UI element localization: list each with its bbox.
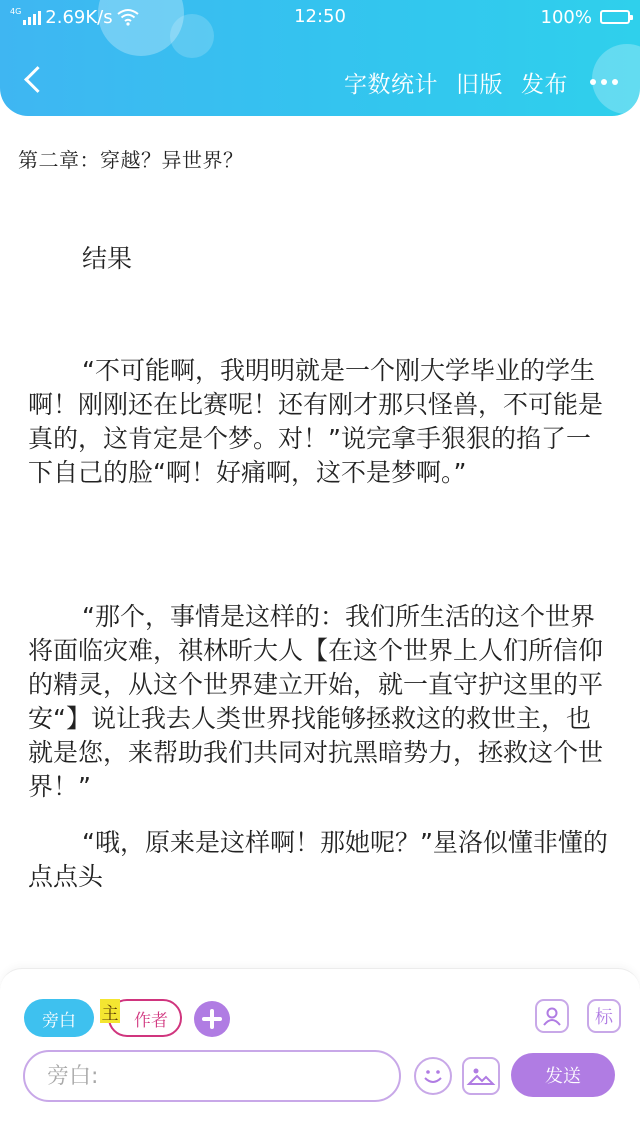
story-paragraph: “不可能啊，我明明就是一个刚大学毕业的学生啊！刚刚还在比赛呢！还有刚才那只怪兽，不可能是真的，这肯定是个梦。对！”说完拿手狠狠的掐了一下自己的脸“啊！好痛啊，这不是梦啊。” [28,356,604,487]
profile-card-button[interactable] [535,999,569,1033]
add-role-button[interactable] [194,1001,230,1037]
status-time: 12:50 [294,6,346,27]
image-icon [464,1059,498,1093]
story-paragraph: 结果 [82,244,133,273]
network-type: 4G [10,6,22,16]
status-right [541,6,630,28]
narrator-role-chip[interactable]: 旁白 [24,999,94,1037]
publish-button[interactable]: 发布 [521,71,568,98]
battery-percent: 100% [540,6,592,28]
author-role-chip[interactable]: 作者 [108,999,182,1037]
story-paragraph: “哦，原来是这样啊！那她呢？”星洛似懂非懂的点点头 [28,828,608,891]
composer-panel [0,968,640,1139]
battery-icon [600,10,630,24]
image-button[interactable] [462,1057,500,1095]
header-actions [344,64,622,100]
old-version-button[interactable]: 旧版 [456,71,503,98]
word-count-button[interactable]: 字数统计 [344,71,438,98]
story-paragraph: “那个，事情是这样的：我们所生活的这个世界将面临灾难，祺林昕大人【在这个世界上人们所信仰的精灵，从这个世界建立开始，就一直守护这里的平安“】说让我去人类世界找能够拯救这的救世主，也就是您，来帮助我们共同对抗黑暗势力，拯救这个世界！” [28,602,604,801]
story-content[interactable] [0,116,640,968]
app-header [0,0,640,116]
profile-icon [541,1005,563,1027]
tag-icon-label: 标 [595,1007,613,1028]
send-button[interactable]: 发送 [511,1053,615,1097]
chapter-title: 第二章：穿越？异世界？ [18,148,244,172]
emoji-button[interactable] [414,1057,452,1095]
status-bar [0,0,640,34]
message-input[interactable] [23,1050,401,1102]
main-role-badge: 主 [100,999,120,1023]
tag-button[interactable] [587,999,621,1033]
more-icon[interactable] [586,79,622,85]
network-speed: 2.69K/s [45,6,113,28]
smiley-icon [416,1059,450,1093]
back-button[interactable] [14,60,58,104]
